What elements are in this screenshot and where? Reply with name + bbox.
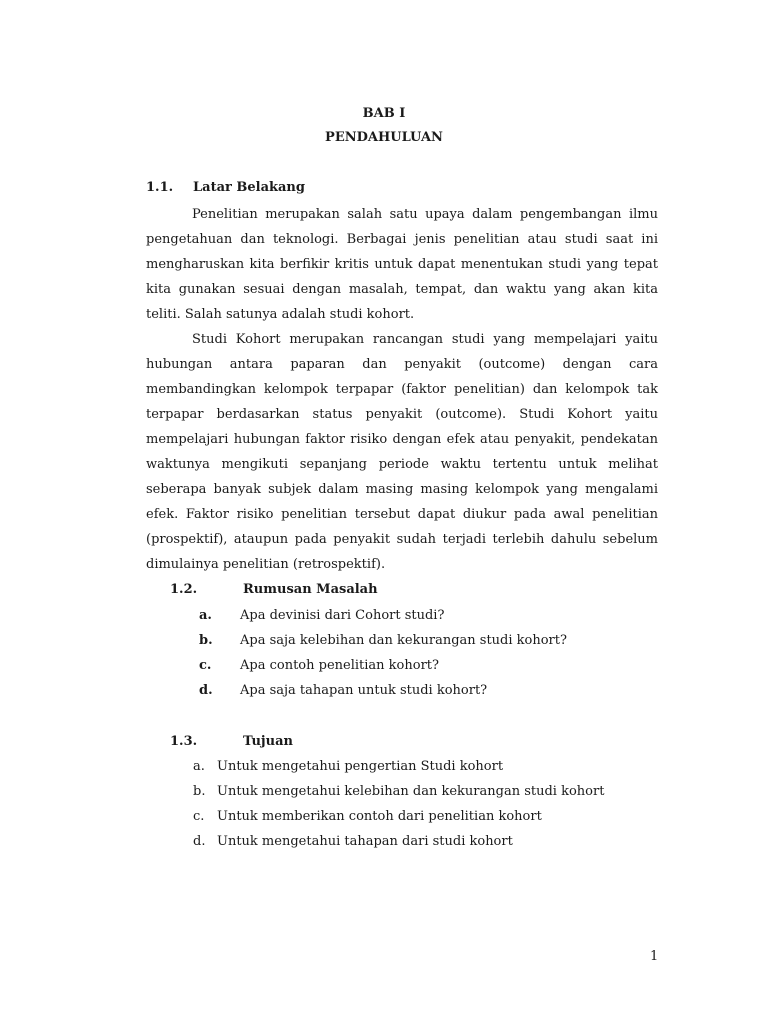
list-text: Apa saja tahapan untuk studi kohort? — [240, 683, 488, 698]
list-text: Untuk mengetahui pengertian Studi kohort — [217, 759, 504, 774]
list-text: Untuk mengetahui tahapan dari studi kohort — [217, 834, 513, 849]
section-3-title: Tujuan — [243, 734, 293, 749]
paragraph-1-text: Penelitian merupakan salah satu upaya dalam pengembangan ilmu pengetahuan dan teknologi. Berbagai jenis penelitian atau studi saat ini mengharuskan kita berfikir kritis untuk dapat menentukan studi yang tepat kita gunakan sesuai dengan masalah, tempat, dan waktu yang akan kita teliti. Salah satunya adalah studi kohort. — [146, 207, 658, 322]
page-number: 1 — [650, 949, 659, 964]
list-label: d. — [193, 834, 206, 849]
chapter-title: PENDAHULUAN — [325, 130, 443, 145]
section-2-title: Rumusan Masalah — [243, 582, 378, 597]
section-1-title: Latar Belakang — [193, 180, 305, 195]
section-3-number: 1.3. — [170, 734, 198, 749]
list-text: Untuk memberikan contoh dari penelitian kohort — [217, 809, 542, 824]
section-2-number: 1.2. — [170, 582, 198, 597]
list-label: c. — [193, 809, 205, 824]
list-text: Apa saja kelebihan dan kekurangan studi kohort? — [240, 633, 567, 648]
list-text: Apa contoh penelitian kohort? — [240, 658, 439, 673]
list-label: a. — [199, 608, 212, 623]
list-label: a. — [193, 759, 205, 774]
section-1-paragraph-2 — [146, 327, 658, 577]
list-text: Apa devinisi dari Cohort studi? — [240, 608, 445, 623]
section-1-paragraph-1 — [146, 202, 658, 327]
section-1-number: 1.1. — [146, 180, 174, 195]
list-label: b. — [193, 784, 206, 799]
paragraph-2-text: Studi Kohort merupakan rancangan studi yang mempelajari yaitu hubungan antara paparan dan penyakit (outcome) dengan cara membandingkan kelompok terpapar (faktor penelitian) dan kelompok tak terpapar berdasarkan status penyakit (outcome). Studi Kohort yaitu mempelajari hubungan faktor risiko dengan efek atau penyakit, pendekatan waktunya mengikuti sepanjang periode waktu tertentu untuk melihat seberapa banyak subjek dalam masing masing kelompok yang mengalami efek. Faktor risiko penelitian tersebut dapat diukur pada awal penelitian (prospektif), ataupun pada penyakit sudah terjadi terlebih dahulu sebelum dimulainya penelitian (retrospektif). — [146, 332, 658, 572]
chapter-number: BAB I — [362, 106, 406, 121]
list-label: c. — [199, 658, 212, 673]
list-text: Untuk mengetahui kelebihan dan kekurangan studi kohort — [217, 784, 605, 799]
list-label: b. — [199, 633, 213, 648]
list-label: d. — [199, 683, 213, 698]
